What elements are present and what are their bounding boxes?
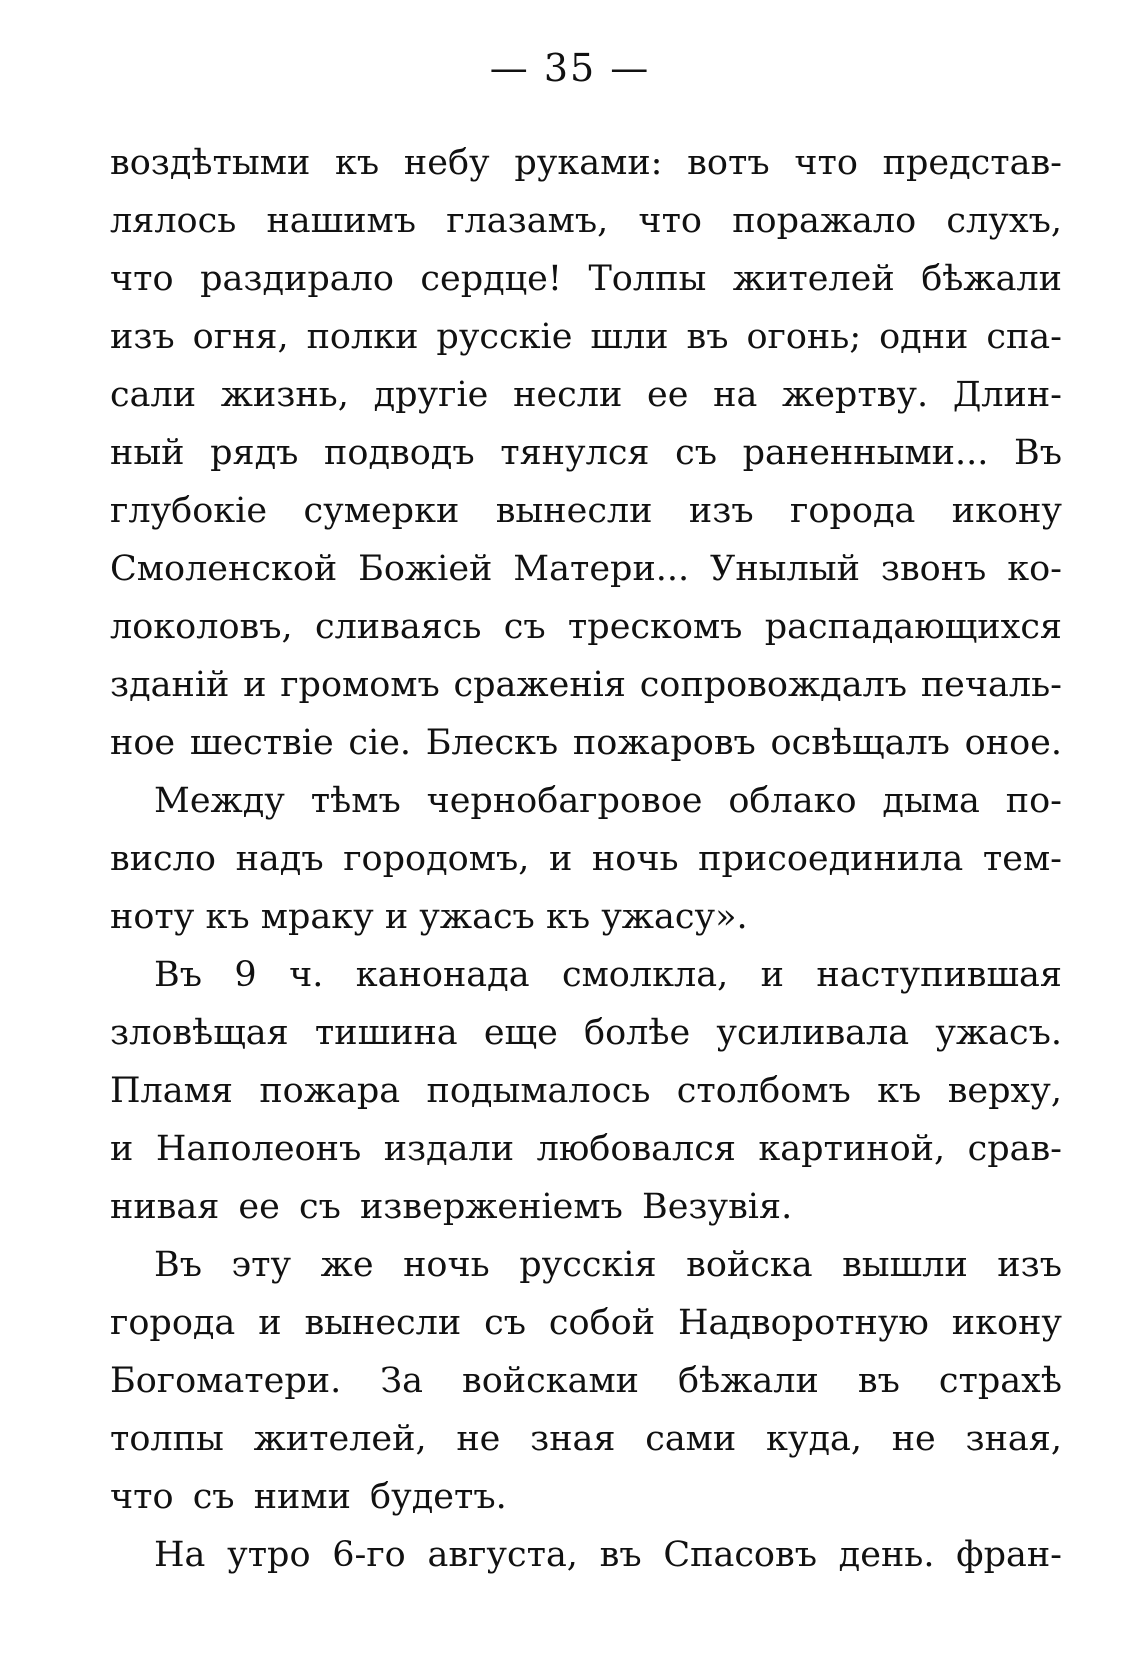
text-line: толпы жителей, не зная сами куда, не зная,	[110, 1419, 1062, 1459]
paragraph-first-line: Въ 9 ч. канонада смолкла, и наступившая	[154, 955, 1062, 995]
text-line: изъ огня, полки русскіе шли въ огонь; одни спа-	[110, 317, 1062, 357]
text-line: Пламя пожара подымалось столбомъ къ верху,	[110, 1071, 1062, 1111]
text-line: что раздирало сердце! Толпы жителей бѣжали	[110, 259, 1062, 299]
text-line: ное шествіе сіе. Блескъ пожаровъ освѣщалъ оное.	[110, 723, 1062, 763]
text-line: висло надъ городомъ, и ночь присоединила тем-	[110, 839, 1062, 879]
paragraph-first-line: На утро 6-го августа, въ Спасовъ день. фран-	[154, 1535, 1062, 1575]
text-line: сали жизнь, другіе несли ее на жертву. Длин-	[110, 375, 1062, 415]
text-line: воздѣтыми къ небу руками: вотъ что представ-	[110, 143, 1062, 183]
text-line: зловѣщая тишина еще болѣе усиливала ужасъ.	[110, 1013, 1062, 1053]
text-line: ный рядъ подводъ тянулся съ раненными... Въ	[110, 433, 1062, 473]
text-line: и Наполеонъ издали любовался картиной, срав-	[110, 1129, 1062, 1169]
page-body-text	[110, 134, 1062, 1584]
text-line: лялось нашимъ глазамъ, что поражало слухъ,	[110, 201, 1062, 241]
text-line: Смоленской Божіей Матери... Унылый звонъ ко-	[110, 549, 1062, 589]
paragraph-last-line: ноту къ мраку и ужасъ къ ужасу».	[110, 897, 748, 937]
text-line: локоловъ, сливаясь съ трескомъ распадающихся	[110, 607, 1062, 647]
text-line: глубокіе сумерки вынесли изъ города икону	[110, 491, 1062, 531]
paragraph-last-line: нивая ее съ изверженіемъ Везувія.	[110, 1187, 793, 1227]
paragraph-first-line: Въ эту же ночь русскія войска вышли изъ	[154, 1245, 1062, 1285]
text-line: зданій и громомъ сраженія сопровождалъ печаль-	[110, 665, 1062, 705]
paragraph-last-line: что съ ними будетъ.	[110, 1477, 507, 1517]
paragraph-first-line: Между тѣмъ чернобагровое облако дыма по-	[154, 781, 1062, 821]
page-number: — 35 —	[489, 46, 651, 90]
text-line: Богоматери. За войсками бѣжали въ страхѣ	[110, 1361, 1062, 1401]
text-line: города и вынесли съ собой Надворотную икону	[110, 1303, 1062, 1343]
